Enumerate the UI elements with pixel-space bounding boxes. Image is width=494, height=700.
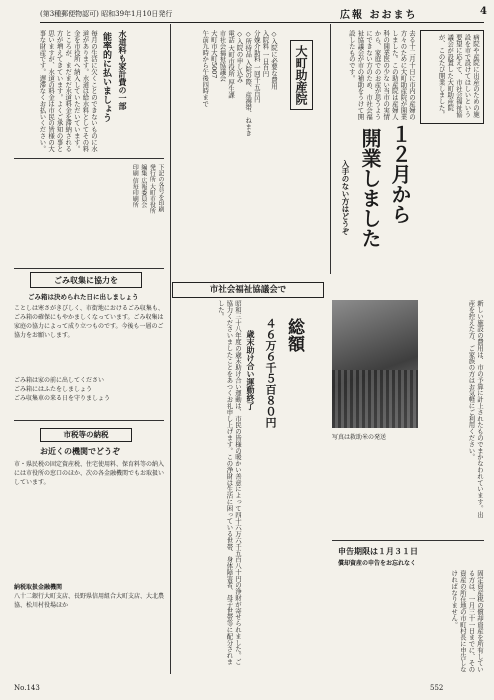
column-divider-left [170, 24, 171, 674]
info-line: ◇所持品 入院の際、産褥帯、ねまき [244, 30, 253, 137]
page-number: 552 [430, 684, 444, 692]
bullet-item: ごみ箱は家の前に出してください [14, 377, 105, 384]
sec2-subtitle: ごみ箱は決められた日に出しましょう [28, 293, 139, 301]
column-divider-right [330, 24, 331, 274]
masthead: 広報 おおまち [340, 10, 418, 21]
sec2-title: ごみ収集に協力を [30, 272, 142, 288]
deadline-title: 申告期限は１月３１日 [338, 546, 418, 556]
right-body: 去る十二月十日に市内の産婦の方々のために大町助産院が開業しました。この助産院は産婦人科の開業医の少ない当市の実情から、家庭でのお産が思うようにできない方のため、市社会福祉協議会が市の補助をうけて開設したものです。 [347, 30, 416, 120]
notice-line: 編集 広報委員会 [139, 164, 147, 208]
section-rule [14, 158, 164, 159]
middle-body: 昭和三十八年度の歳末助け合い運動は、市民の皆様の暖かい善意によって四十六万六千五百八十円の浄財が寄せられました。ご協力くださいましたことをあつくお礼申し上げます。この浄財は生活に困っている世帯、身体障害者、母子世帯等に配分されました。 [216, 300, 242, 665]
bullet-item: ごみ箱にはふたをしましょう [14, 386, 93, 393]
info-line: 入院料 一日百円 [261, 30, 270, 77]
total-headline: 総額 [284, 318, 304, 352]
sec3-body: 市・県民税の固定資産税、住宅使用料、保育料等の納入には市役所の窓口のほか、次の各金融機関でもお取扱いしています。 [14, 461, 164, 486]
middle-info [178, 30, 278, 270]
sec3-title: 市税等の納税 [40, 428, 132, 442]
sec3-bank-title: 納税取扱金融機関 [14, 584, 63, 591]
notice-line: 下記の各号を印刷 [157, 164, 164, 212]
section-rule [14, 268, 164, 269]
info-line: ◇入院の申し込み [235, 30, 244, 83]
middle-title: 大町助産院 [290, 40, 313, 110]
notice-line: 印刷 信毎印刷所 [131, 164, 139, 208]
section-rule [332, 540, 484, 541]
page-mark: 4 [480, 6, 487, 17]
intro-box [420, 30, 484, 124]
sec1-subtitle: 能率的に払いましょう [101, 32, 111, 122]
sec2-bullets [14, 376, 164, 403]
photo-crowd [332, 370, 418, 428]
sec1-title: 水道料も家計費の一部 [118, 30, 128, 110]
photo-caption: 写真は救助米の発送 [332, 434, 387, 441]
opening-subhead: 入手のない方はどうぞ [341, 160, 350, 235]
info-line: 電話 大町市役所 厚生課 [227, 30, 236, 99]
page-header [40, 6, 484, 23]
issue-line: (第3種郵便物認可) 昭和39年1月10日発行 [40, 10, 173, 18]
intro-text: 病院や産院に出産のための施設を市で設けてほしいという要望に応えて、市社会福祉協議会が設置した大町助産院が、このたび開業しました。 [437, 34, 480, 118]
deadline-subtitle: 償却資産の申告をお忘れなく [338, 560, 417, 567]
info-line: 市社会福祉協議会 [218, 30, 227, 82]
sec1-body: 毎月の生活に欠くことのできないものに水道があります。水道は給水料としてその料金を市役所へ納入していただいています。ところが、まだまだ水道料金を滞納される方が増えてきています。よくご承知の事と思いますが、水道の料金は市民の皆様の大事な財産です。遅滞なくお払いください。 [38, 30, 98, 152]
info-line: 大町市大町5007 [209, 30, 218, 79]
sec3-banks: 八十二銀行大町支店、長野県信用組合大町支店、大北農協、松川村役場ほか [14, 593, 164, 609]
publisher-notice [14, 164, 164, 262]
total-amount: ４６万６千５百８０円 [264, 318, 277, 428]
relief-rice-photo [332, 300, 418, 428]
issue-number: No.143 [14, 684, 40, 692]
opening-headline-2: 開業しました [358, 128, 382, 248]
total-subhead: 歳末助け合い運動終了 [246, 330, 256, 410]
info-line: 分娩介助料 一回千五百円 [252, 30, 261, 103]
sec2-body: ことしは寒さがきびしく、市街地におけるごみ収集も、ごみ箱の確保にもやかましくなっています。ごみ収集は家庭の協力によって成り立つものです。今後も一層のご協力をお願いします。 [14, 305, 164, 339]
bullet-item: ごみ収集車の来る日を守りましょう [14, 395, 111, 402]
sec3-subtitle: お近くの機関でどうぞ [40, 446, 120, 456]
notice-line: 発行所 大町市役所 [148, 164, 156, 214]
deadline-body: 固定資産税の償却資産を所有している方は、一月三十一日までに、その資産の所在地の市町村長に申告しなければなりません。 [450, 570, 484, 673]
info-line: 午前九時から午後四時まで [201, 30, 210, 107]
section-rule [14, 420, 164, 421]
welfare-council-box: 市社会福祉協議会で [172, 282, 324, 298]
opening-headline: １２月から [388, 124, 412, 224]
right-lower-body: 新しい施設の費用は、市の予算に計上されたものでまかなわれています。出産を控えた方、ご家族の方はお気軽にご利用ください。 [467, 300, 484, 518]
info-line: ◇入院に必要な費用 [270, 30, 278, 90]
